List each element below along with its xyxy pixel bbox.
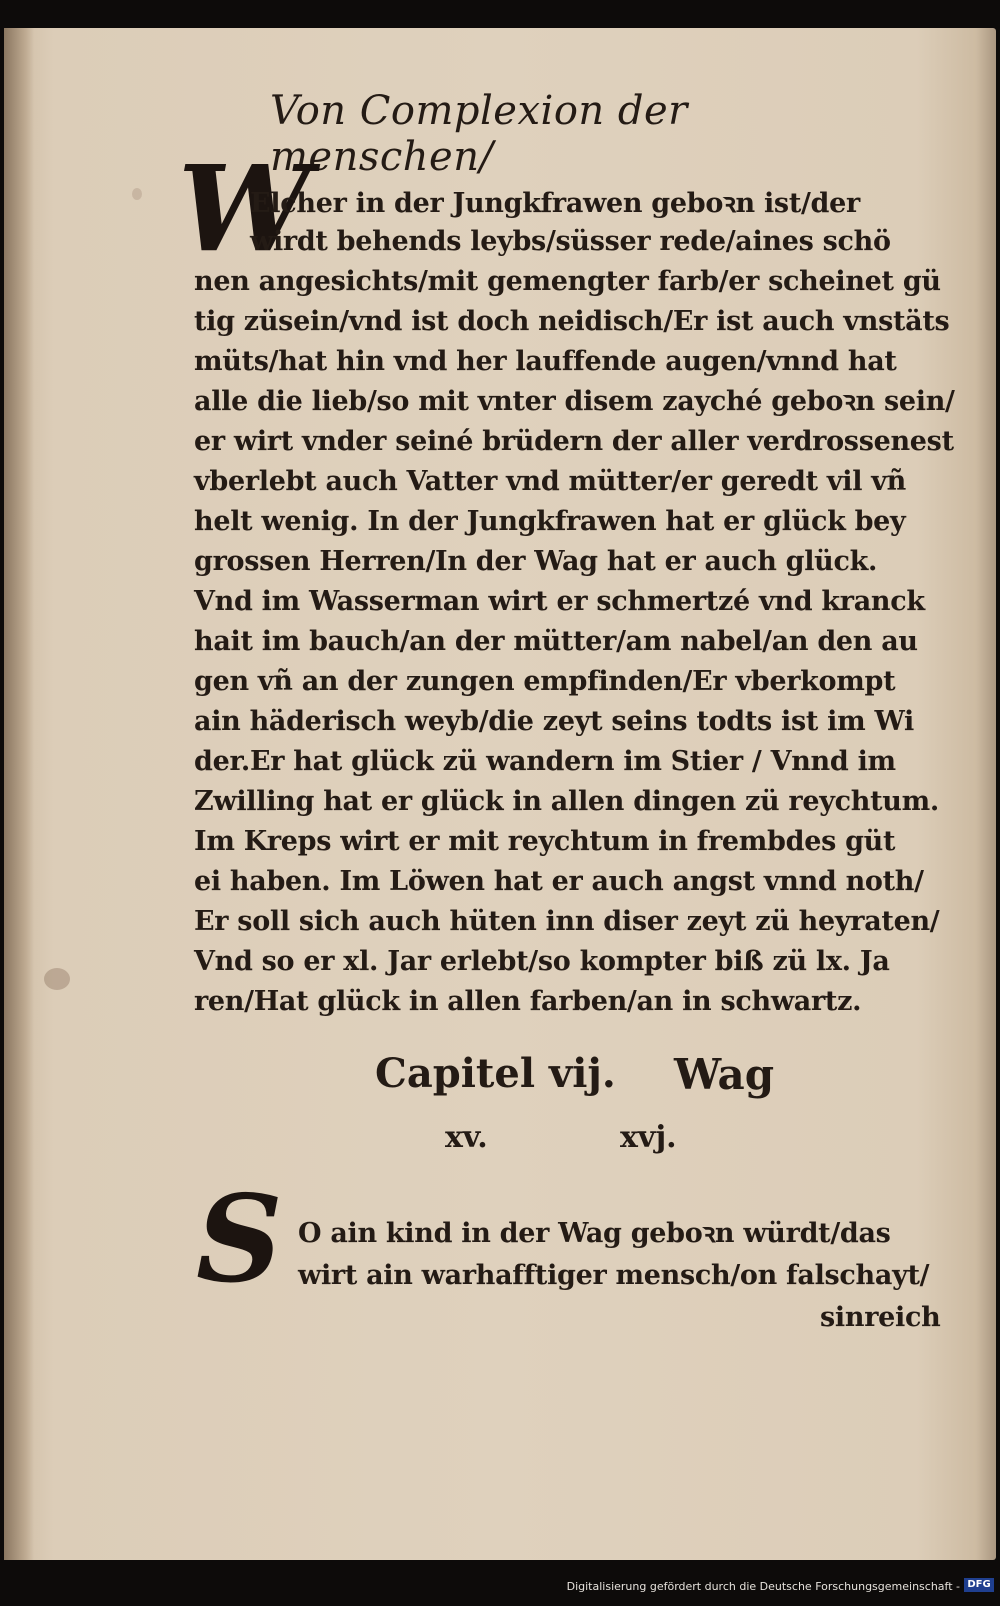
dfg-logo: DFG xyxy=(964,1578,994,1592)
zodiac-sign-heading: Wag xyxy=(674,1050,775,1099)
digitization-credit: Digitalisierung gefördert durch die Deutsche Forschungsgemeinschaft - xyxy=(566,1580,960,1593)
page-stain xyxy=(44,968,70,990)
text-line: Im Kreps wirt er mit reychtum in frembdes güt xyxy=(194,826,896,857)
text-line: Vnd im Wasserman wirt er schmertzé vnd kranck xyxy=(194,586,925,617)
text-line: der.Er hat glück zü wandern im Stier / Vnnd im xyxy=(194,746,896,777)
folio-number-left: xv. xyxy=(445,1120,488,1155)
page-stain xyxy=(132,188,142,200)
drop-cap-w: W xyxy=(178,139,311,278)
chapter-heading: Capitel vij. xyxy=(375,1050,616,1097)
text-line: helt wenig. In der Jungkfrawen hat er glück bey xyxy=(194,506,906,537)
text-line: hait im bauch/an der mütter/am nabel/an den au xyxy=(194,626,918,657)
text-line: Zwilling hat er glück in allen dingen zü reychtum. xyxy=(194,786,939,817)
text-line: wirt ain warhafftiger mensch/on falschayt/ xyxy=(298,1260,930,1291)
text-line: vberlebt auch Vatter vnd mütter/er geredt vil vñ xyxy=(194,466,907,497)
text-line: wirdt behends leybs/süsser rede/aines schö xyxy=(250,226,891,257)
text-line: nen angesichts/mit gemengter farb/er scheinet gü xyxy=(194,266,941,297)
text-line: ren/Hat glück in allen farben/an in schwartz. xyxy=(194,986,862,1017)
text-line: alle die lieb/so mit vnter disem zayché geboꝛn sein/ xyxy=(194,386,955,417)
text-line: ain häderisch weyb/die zeyt seins todts ist im Wi xyxy=(194,706,915,737)
drop-cap-s: S xyxy=(196,1169,283,1310)
text-line: er wirt vnder seiné brüdern der aller verdrossenest xyxy=(194,426,954,457)
text-line: O ain kind in der Wag geboꝛn würdt/das xyxy=(298,1218,891,1249)
running-header: Von Complexion der menschen/ xyxy=(270,88,688,180)
text-line: müts/hat hin vnd her lauffende augen/vnnd hat xyxy=(194,346,897,377)
text-line: Er soll sich auch hüten inn diser zeyt zü heyraten/ xyxy=(194,906,940,937)
text-line: ei haben. Im Löwen hat er auch angst vnnd noth/ xyxy=(194,866,924,897)
folio-number-right: xvj. xyxy=(620,1120,677,1155)
text-line: tig züsein/vnd ist doch neidisch/Er ist auch vnstäts xyxy=(194,306,950,337)
text-line: sinreich xyxy=(820,1302,941,1333)
text-line: Vnd so er xl. Jar erlebt/so kompter biß zü lx. Ja xyxy=(194,946,890,977)
text-line: gen vñ an der zungen empfinden/Er vberkompt xyxy=(194,666,896,697)
text-line: grossen Herren/In der Wag hat er auch glück. xyxy=(194,546,878,577)
text-line: Elcher in der Jungkfrawen geboꝛn ist/der xyxy=(250,188,860,219)
